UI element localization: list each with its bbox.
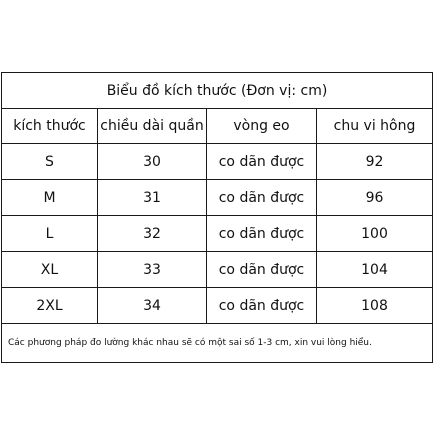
cell-size: S (2, 144, 98, 180)
table-row (2, 144, 433, 180)
header-length: chiều dài quần (98, 109, 207, 144)
cell-length: 30 (98, 144, 207, 180)
cell-hip: 96 (317, 180, 433, 216)
table-row (2, 180, 433, 216)
title-row (2, 73, 433, 109)
cell-length: 31 (98, 180, 207, 216)
cell-waist: co dãn được (207, 144, 317, 180)
header-row (2, 109, 433, 144)
cell-waist: co dãn được (207, 216, 317, 252)
cell-size: M (2, 180, 98, 216)
cell-length: 34 (98, 288, 207, 324)
table-row (2, 252, 433, 288)
table-row (2, 288, 433, 324)
table-row (2, 216, 433, 252)
size-chart-table (1, 72, 433, 363)
cell-waist: co dãn được (207, 288, 317, 324)
cell-length: 33 (98, 252, 207, 288)
cell-waist: co dãn được (207, 180, 317, 216)
cell-hip: 92 (317, 144, 433, 180)
cell-size: L (2, 216, 98, 252)
header-waist: vòng eo (207, 109, 317, 144)
cell-hip: 108 (317, 288, 433, 324)
header-size: kích thước (2, 109, 98, 144)
table-title: Biểu đồ kích thước (Đơn vị: cm) (2, 73, 433, 109)
cell-hip: 104 (317, 252, 433, 288)
measurement-note: Các phương pháp đo lường khác nhau sẽ có một sai số 1-3 cm, xin vui lòng hiểu. (2, 324, 433, 363)
cell-length: 32 (98, 216, 207, 252)
cell-waist: co dãn được (207, 252, 317, 288)
cell-hip: 100 (317, 216, 433, 252)
cell-size: XL (2, 252, 98, 288)
header-hip: chu vi hông (317, 109, 433, 144)
note-row (2, 324, 433, 363)
cell-size: 2XL (2, 288, 98, 324)
